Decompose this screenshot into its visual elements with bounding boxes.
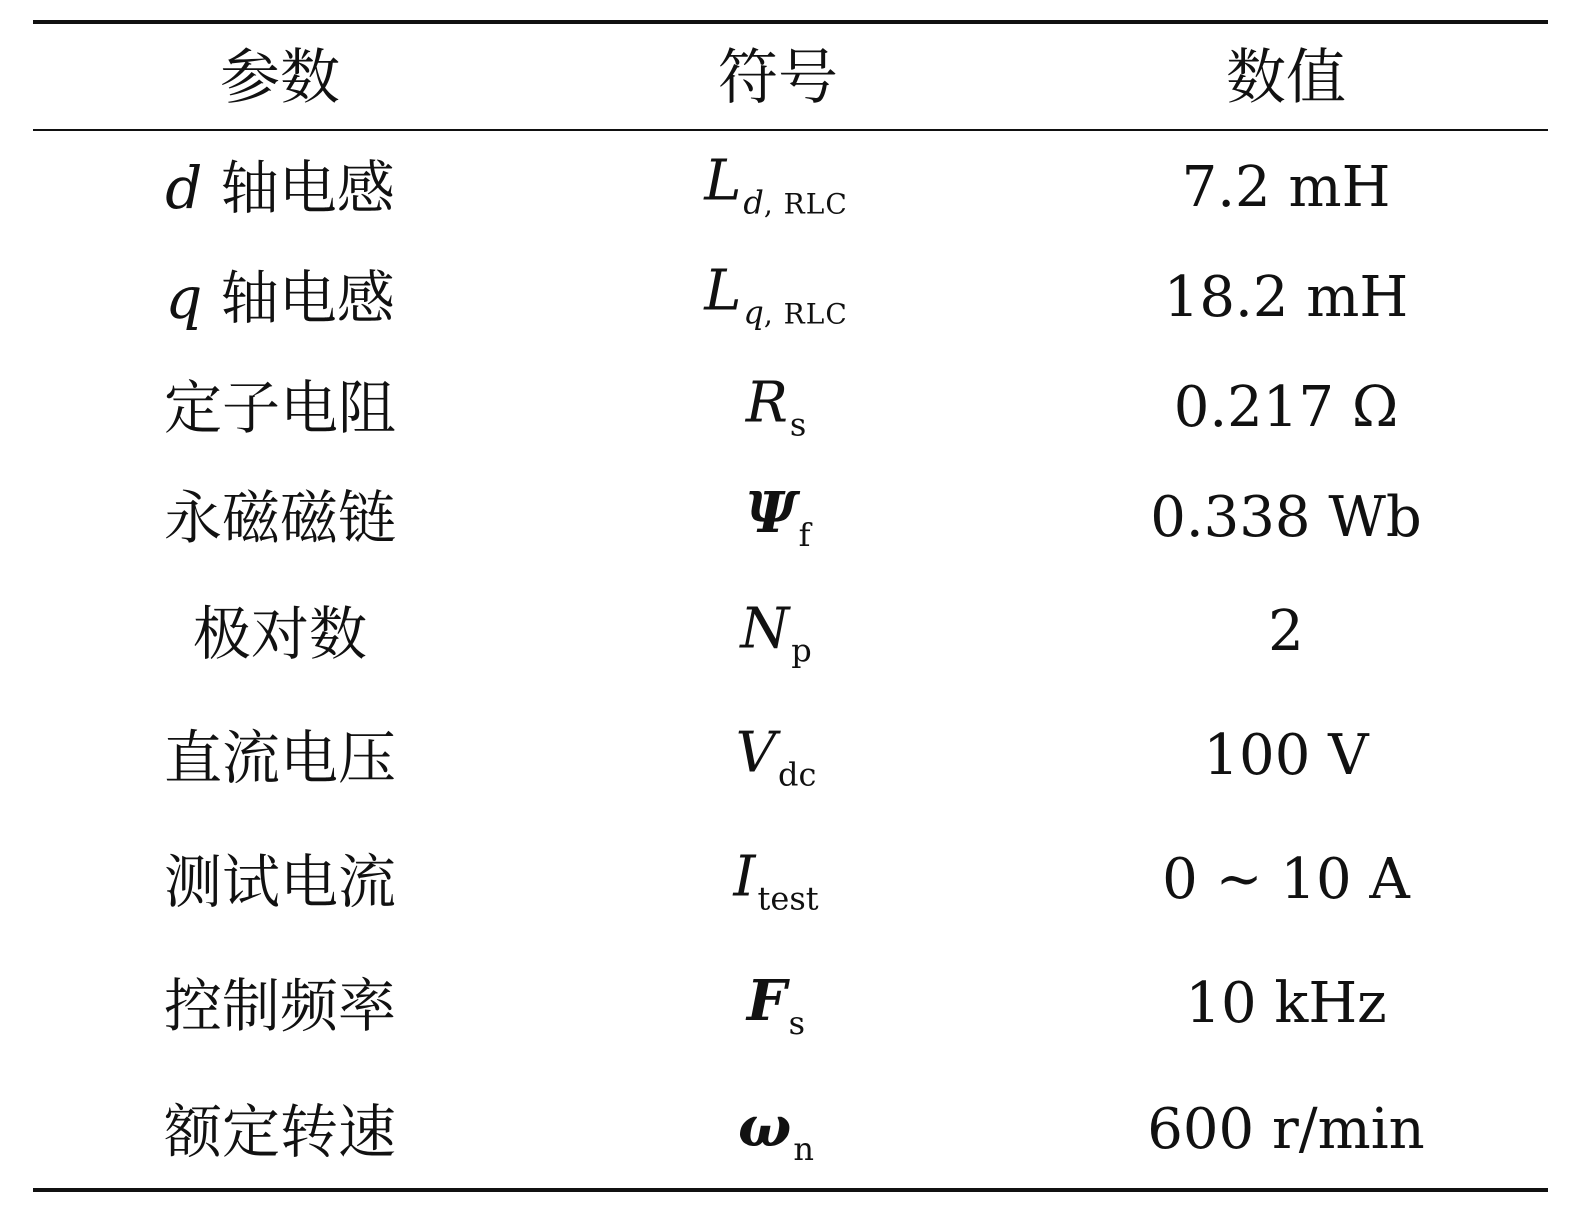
param-d-axis-inductance xyxy=(165,154,395,222)
symbol-np xyxy=(740,596,812,670)
value-fs: 10 kHz xyxy=(1185,971,1387,1036)
symbol-sub-text: s xyxy=(789,405,807,444)
param-control-frequency: 控制频率 xyxy=(163,972,397,1040)
header-value: 数值 xyxy=(1226,43,1346,113)
symbol-psi-f xyxy=(745,479,811,555)
value-itest: 0 ~ 10 A xyxy=(1162,847,1410,912)
symbol-sub-text: test xyxy=(757,879,819,918)
value-rs: 0.217 Ω xyxy=(1173,375,1399,440)
table-top-rule xyxy=(33,20,1548,24)
symbol-sub-text: p xyxy=(791,631,812,670)
symbol-sub-text: s xyxy=(788,1004,806,1043)
value-np: 2 xyxy=(1268,599,1304,664)
symbol-main: R xyxy=(745,370,788,436)
param-variable: q xyxy=(165,264,203,332)
table-bottom-rule xyxy=(33,1188,1548,1192)
symbol-fs xyxy=(746,967,806,1043)
param-variable: d xyxy=(165,154,203,222)
value-omega-n: 600 r/min xyxy=(1147,1097,1425,1162)
param-rated-speed: 额定转速 xyxy=(163,1098,397,1166)
param-label: 轴电感 xyxy=(220,264,395,332)
symbol-sub-text: f xyxy=(798,516,811,555)
param-pole-pairs: 极对数 xyxy=(192,600,368,668)
symbol-main: V xyxy=(735,720,777,786)
param-test-current: 测试电流 xyxy=(163,848,397,916)
symbol-main: F xyxy=(746,967,787,1034)
value-psi-f: 0.338 Wb xyxy=(1150,485,1422,550)
symbol-main: ω xyxy=(738,1093,792,1160)
symbol-itest xyxy=(733,844,819,918)
symbol-rs xyxy=(745,370,807,444)
symbol-sub-italic: q xyxy=(743,293,764,332)
symbol-sub-text: , RLC xyxy=(763,187,848,221)
param-label: 轴电感 xyxy=(220,154,395,222)
value-vdc: 100 V xyxy=(1203,723,1369,788)
param-q-axis-inductance xyxy=(165,264,395,332)
symbol-main: I xyxy=(733,844,756,910)
symbol-main: L xyxy=(704,258,742,324)
symbol-main: L xyxy=(704,148,742,214)
symbol-sub-text: dc xyxy=(778,755,817,794)
header-symbol: 符号 xyxy=(718,43,838,113)
symbol-omega-n xyxy=(738,1093,814,1169)
table-header-rule xyxy=(33,129,1548,131)
header-parameter: 参数 xyxy=(220,43,340,113)
symbol-sub-text: , RLC xyxy=(763,297,848,331)
symbol-lq-rlc xyxy=(704,258,848,332)
param-dc-voltage: 直流电压 xyxy=(163,724,397,792)
symbol-sub-text: n xyxy=(793,1130,814,1169)
symbol-sub-italic: d xyxy=(743,183,764,222)
symbol-main: N xyxy=(740,596,790,662)
value-ld: 7.2 mH xyxy=(1181,155,1391,220)
param-stator-resistance: 定子电阻 xyxy=(163,374,397,442)
symbol-vdc xyxy=(735,720,817,794)
param-pm-flux-linkage: 永磁磁链 xyxy=(163,484,397,552)
symbol-ld-rlc xyxy=(704,148,848,222)
value-lq: 18.2 mH xyxy=(1163,265,1409,330)
symbol-main: Ψ xyxy=(745,479,797,546)
